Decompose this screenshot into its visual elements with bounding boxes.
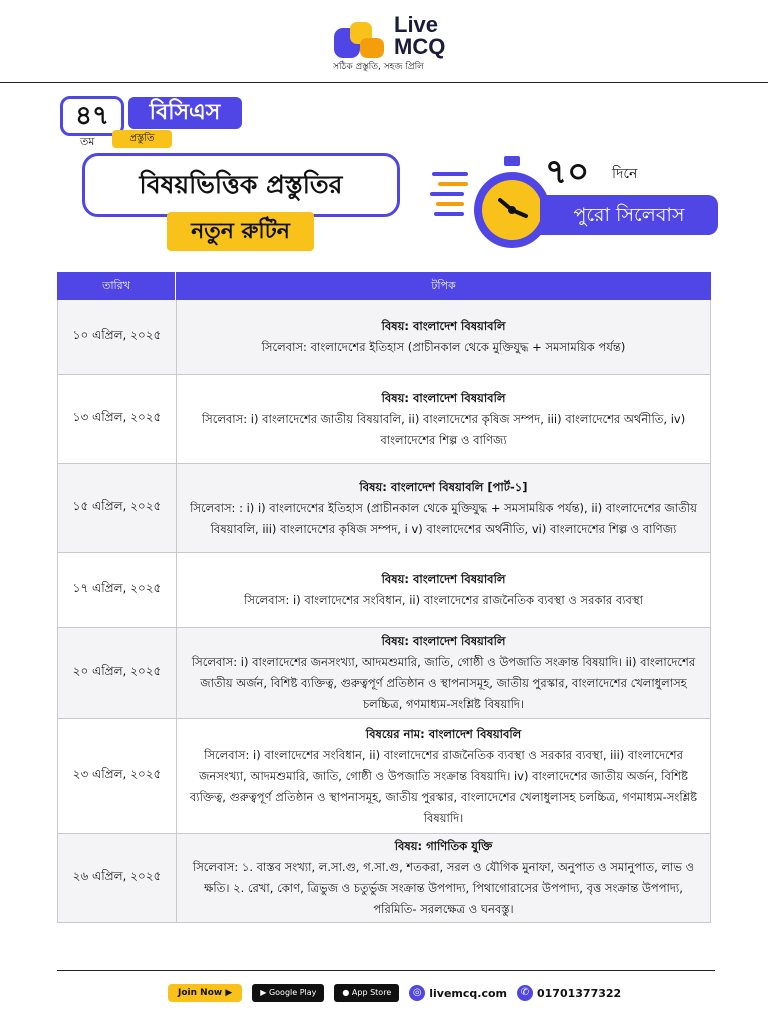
brand-line-mcq: MCQ bbox=[394, 34, 446, 59]
header-divider bbox=[0, 82, 768, 83]
brand-name bbox=[394, 14, 445, 58]
row-topic bbox=[177, 300, 711, 374]
ordinal-label: তম bbox=[80, 135, 95, 148]
footer-divider bbox=[57, 970, 715, 971]
row-syllabus: সিলেবাস: i) বাংলাদেশের জনসংখ্যা, আদমশুমারি, জাতি, গোষ্ঠী ও উপজাতি সংক্রান্ত বিষয়াদি। ii) বাংলাদেশের জাতীয় অর্জন, বিশিষ্ট ব্যক্তিত্ব, গুরুত্বপূর্ণ প্রতিষ্ঠান ও স্থাপনাসমূহ, জাতীয় পুরস্কার, বাংলাদেশের খেলাধুলাসহ চলচ্চিত্র, গণমাধ্যম-সংশ্লিষ্ট বিষয়াদি। bbox=[191, 655, 696, 711]
table-body bbox=[57, 300, 711, 923]
row-topic bbox=[177, 464, 711, 552]
google-play-label: Google Play bbox=[268, 988, 317, 997]
table-row bbox=[57, 464, 711, 553]
row-syllabus: সিলেবাস: : i) i) বাংলাদেশের ইতিহাস (প্রাচীনকাল থেকে মুক্তিযুদ্ধ + সমসাময়িক পর্যন্ত), ii) বাংলাদেশের জাতীয় বিষয়াবলি, iii) বাংলাদেশের কৃষিজ সম্পদ, i v) বাংলাদেশের অর্থনীতি, vi) বাংলাদেশের শিল্প ও বাণিজ্য bbox=[190, 500, 697, 536]
exam-name: বিসিএস bbox=[128, 97, 242, 129]
table-row bbox=[57, 628, 711, 719]
row-date: ২৩ এপ্রিল, ২০২৫ bbox=[57, 719, 177, 833]
row-subject: বিষয়: বাংলাদেশ বিষয়াবলি bbox=[381, 572, 506, 586]
col-header-date: তারিখ bbox=[57, 272, 176, 300]
website-link[interactable] bbox=[409, 985, 507, 1001]
row-topic bbox=[177, 375, 711, 463]
table-header bbox=[57, 272, 711, 300]
table-row bbox=[57, 719, 711, 834]
row-syllabus: সিলেবাস: i) বাংলাদেশের সংবিধান, ii) বাংলাদেশের রাজনৈতিক ব্যবস্থা ও সরকার ব্যবস্থা bbox=[244, 593, 643, 607]
days-number: ৭০ bbox=[545, 152, 590, 192]
full-syllabus-label: পুরো সিলেবাস bbox=[540, 195, 718, 235]
row-topic bbox=[177, 553, 711, 627]
col-header-topic: টপিক bbox=[431, 278, 456, 292]
table-row bbox=[57, 553, 711, 628]
phone-icon: ✆ bbox=[517, 985, 533, 1001]
row-subject: বিষয়: বাংলাদেশ বিষয়াবলি [পার্ট-১] bbox=[359, 479, 528, 494]
row-syllabus: সিলেবাস: i) বাংলাদেশের জাতীয় বিষয়াবলি, ii) বাংলাদেশের কৃষিজ সম্পদ, iii) বাংলাদেশের অর্থনীতি, iv) বাংলাদেশের শিল্প ও বাণিজ্য bbox=[201, 411, 686, 447]
apple-icon: ● bbox=[342, 988, 350, 997]
row-subject: বিষয়: বাংলাদেশ বিষয়াবলি bbox=[381, 390, 506, 405]
row-syllabus: সিলেবাস: বাংলাদেশের ইতিহাস (প্রাচীনকাল থেকে মুক্তিযুদ্ধ + সমসাময়িক পর্যন্ত) bbox=[261, 340, 626, 354]
row-date: ১০ এপ্রিল, ২০২৫ bbox=[57, 300, 177, 374]
row-subject: বিষয়: গাণিতিক যুক্তি bbox=[394, 839, 493, 853]
days-word: দিনে bbox=[612, 166, 638, 182]
row-topic bbox=[177, 834, 711, 922]
row-date: ২৬ এপ্রিল, ২০২৫ bbox=[57, 834, 177, 922]
row-subject: বিষয়: বাংলাদেশ বিষয়াবলি bbox=[381, 319, 506, 333]
join-now-button[interactable]: Join Now ▶ bbox=[168, 984, 242, 1002]
new-routine-label: নতুন রুটিন bbox=[167, 212, 314, 251]
row-topic bbox=[177, 719, 711, 833]
phone-text: 01701377322 bbox=[537, 986, 622, 1000]
row-syllabus: সিলেবাস: i) বাংলাদেশের সংবিধান, ii) বাংলাদেশের রাজনৈতিক ব্যবস্থা ও সরকার ব্যবস্থা, iii) বাংলাদেশের জনসংখ্যা, আদমশুমারি, জাতি, গোষ্ঠী ও উপজাতি সংক্রান্ত বিষয়াদি। iv) বাংলাদেশের জাতীয় অর্জন, বিশিষ্ট ব্যক্তিত্ব, গুরুত্বপূর্ণ প্রতিষ্ঠান ও স্থাপনাসমূহ, জাতীয় পুরস্কার, বাংলাদেশের খেলাধুলাসহ চলচ্চিত্র, গণমাধ্যম-সংশ্লিষ্ট বিষয়াদি। bbox=[189, 747, 698, 825]
row-subject: বিষয়: বাংলাদেশ বিষয়াবলি bbox=[381, 634, 506, 648]
livemcq-logo-icon bbox=[334, 20, 386, 60]
subject-prep-title: বিষয়ভিত্তিক প্রস্তুতির bbox=[82, 153, 400, 217]
website-text: livemcq.com bbox=[429, 986, 507, 1000]
tagline: সঠিক প্রস্তুতি, সহজ প্রিলি bbox=[333, 62, 424, 72]
google-play-badge[interactable] bbox=[252, 984, 324, 1002]
play-icon: ▶ bbox=[260, 988, 267, 997]
row-date: ১৫ এপ্রিল, ২০২৫ bbox=[57, 464, 177, 552]
row-subject: বিষয়ের নাম: বাংলাদেশ বিষয়াবলি bbox=[365, 726, 522, 741]
row-date: ১৭ এপ্রিল, ২০২৫ bbox=[57, 553, 177, 627]
footer bbox=[168, 983, 621, 1003]
globe-icon: ◎ bbox=[409, 985, 425, 1001]
table-row bbox=[57, 834, 711, 923]
phone-link[interactable] bbox=[517, 985, 621, 1001]
brand-line-live: Live bbox=[394, 12, 439, 37]
prep-tag: প্রস্তুতি bbox=[112, 130, 172, 148]
routine-table bbox=[57, 272, 711, 923]
app-store-label: App Store bbox=[351, 988, 392, 997]
row-syllabus: সিলেবাস: ১. বাস্তব সংখ্যা, ল.সা.গু, গ.সা.গু, শতকরা, সরল ও যৌগিক মুনাফা, অনুপাত ও সমানুপাত, লাভ ও ক্ষতি। ২. রেখা, কোণ, ত্রিভুজ ও চতুর্ভুজ সংক্রান্ত উপপাদ্য, পিথাগোরাসের উপপাদ্য, বৃত্ত সংক্রান্ত উপপাদ্য, পরিমিতি- সরলক্ষেত্র ও ঘনবস্তু। bbox=[192, 860, 695, 916]
table-row bbox=[57, 300, 711, 375]
row-topic bbox=[177, 628, 711, 718]
exam-number: ৪৭ bbox=[60, 96, 124, 136]
table-row bbox=[57, 375, 711, 464]
app-store-badge[interactable] bbox=[334, 984, 399, 1002]
row-date: ২০ এপ্রিল, ২০২৫ bbox=[57, 628, 177, 718]
row-date: ১৩ এপ্রিল, ২০২৫ bbox=[57, 375, 177, 463]
